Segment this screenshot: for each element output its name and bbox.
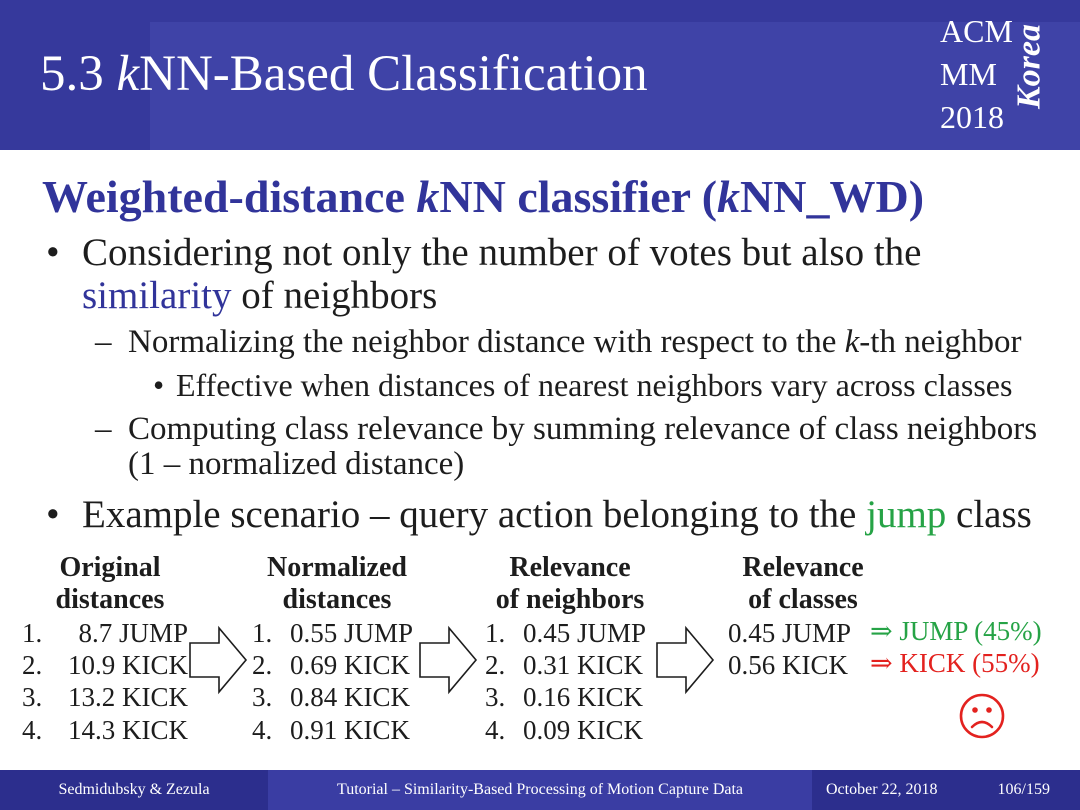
- right-block-arrow-icon: [189, 626, 247, 694]
- result-jump: ⇒ JUMP (45%): [870, 616, 1042, 646]
- normalized-distance-value: 0.84 KICK: [290, 682, 410, 712]
- class-relevance-value: 0.56 KICK: [728, 650, 848, 680]
- column-header-relevance-neighbors: Relevance: [509, 552, 631, 583]
- row-number: 4.: [252, 715, 273, 745]
- footer-bar: [0, 770, 1080, 810]
- dash-marker: –: [95, 411, 112, 447]
- normalized-distance-value: 0.69 KICK: [290, 650, 410, 680]
- block-title-part1: Weighted-distance: [42, 171, 417, 222]
- result-kick: ⇒ KICK (55%): [870, 648, 1040, 678]
- column-header-relevance-classes-line-2: of classes: [748, 584, 858, 615]
- block-title-part3: NN_WD): [740, 171, 925, 222]
- footer-page-number: 106/159: [997, 781, 1050, 798]
- row-number: 1.: [252, 618, 273, 648]
- logo-mm: MM: [940, 56, 997, 92]
- footer-date: October 22, 2018: [826, 781, 938, 798]
- block-title-italic-k: k: [416, 171, 440, 222]
- right-block-arrow-icon: [419, 626, 477, 694]
- original-distance-value: 14.3 KICK: [68, 715, 188, 745]
- row-number: 4.: [485, 715, 506, 745]
- slide-title-section: 5.3: [40, 46, 117, 102]
- sub-item-computing-line-2: (1 – normalized distance): [128, 446, 465, 482]
- bullet-2-part1: Example scenario – query action belonging to the: [82, 493, 867, 536]
- footer-authors: Sedmidubsky & Zezula: [0, 770, 268, 810]
- bullet-2-part2: class: [946, 493, 1032, 536]
- row-number: 1.: [22, 618, 43, 648]
- sad-face-icon: [958, 692, 1006, 740]
- neighbor-relevance-value: 0.16 KICK: [523, 682, 643, 712]
- original-distance-value: 8.7 JUMP: [78, 618, 188, 648]
- original-distance-value: 10.9 KICK: [68, 650, 188, 680]
- dash-marker: –: [95, 324, 112, 360]
- row-number: 2.: [22, 650, 43, 680]
- bullet-1-line-1: Considering not only the number of votes but also the: [82, 231, 922, 274]
- normalized-distance-value: 0.55 JUMP: [290, 618, 414, 648]
- sub-sub-item-effective: Effective when distances of nearest neighbors vary across classes: [176, 367, 1013, 403]
- block-title: [42, 171, 925, 222]
- column-header-normalized: Normalized: [267, 552, 407, 583]
- normalized-distance-value: 0.91 KICK: [290, 715, 410, 745]
- row-number: 3.: [22, 682, 43, 712]
- row-number: 4.: [22, 715, 43, 745]
- row-number: 1.: [485, 618, 506, 648]
- sub-item-computing-line-1: Computing class relevance by summing relevance of class neighbors: [128, 411, 1038, 447]
- bullet-1-line-2-rest: of neighbors: [231, 274, 438, 317]
- column-header-original: Original: [59, 552, 161, 583]
- jump-highlight: jump: [866, 493, 947, 536]
- row-number: 3.: [485, 682, 506, 712]
- column-header-relevance-classes: Relevance: [742, 552, 864, 583]
- sub-item-italic-k: k: [844, 324, 860, 360]
- original-distance-value: 13.2 KICK: [68, 682, 188, 712]
- row-number: 2.: [485, 650, 506, 680]
- column-header-original-line-2: distances: [55, 584, 165, 615]
- row-number: 3.: [252, 682, 273, 712]
- neighbor-relevance-value: 0.45 JUMP: [523, 618, 647, 648]
- footer-title: Tutorial – Similarity-Based Processing of Motion Capture Data: [268, 770, 812, 810]
- sub-item-normalizing-part1: Normalizing the neighbor distance with respect to the: [128, 324, 845, 360]
- slide-title-italic-k: k: [116, 46, 140, 102]
- bullet-marker-small: •: [153, 367, 165, 403]
- row-number: 2.: [252, 650, 273, 680]
- logo-year: 2018: [940, 99, 1004, 135]
- sub-item-normalizing: [128, 326, 1022, 359]
- footer-right: [812, 770, 1080, 810]
- logo-korea-script: Korea: [1010, 24, 1048, 109]
- neighbor-relevance-value: 0.09 KICK: [523, 715, 643, 745]
- slide-title-text: NN-Based Classification: [139, 46, 648, 102]
- slide-title: [40, 46, 648, 102]
- logo-acm: ACM: [940, 13, 1013, 49]
- bullet-marker: •: [46, 231, 60, 274]
- bullet-1-line-2: [82, 276, 437, 315]
- class-relevance-value: 0.45 JUMP: [728, 618, 852, 648]
- sub-item-normalizing-part2: -th neighbor: [859, 324, 1022, 360]
- right-block-arrow-icon: [656, 626, 714, 694]
- column-header-relevance-neighbors-line-2: of neighbors: [495, 584, 645, 615]
- block-title-part2: NN classifier (: [439, 171, 718, 222]
- bullet-marker: •: [46, 493, 60, 536]
- similarity-highlight: similarity: [82, 274, 232, 317]
- neighbor-relevance-value: 0.31 KICK: [523, 650, 643, 680]
- bullet-2-line: [82, 495, 1032, 534]
- column-header-normalized-line-2: distances: [282, 584, 392, 615]
- header-bar: [0, 0, 1080, 150]
- block-title-italic-k-2: k: [717, 171, 741, 222]
